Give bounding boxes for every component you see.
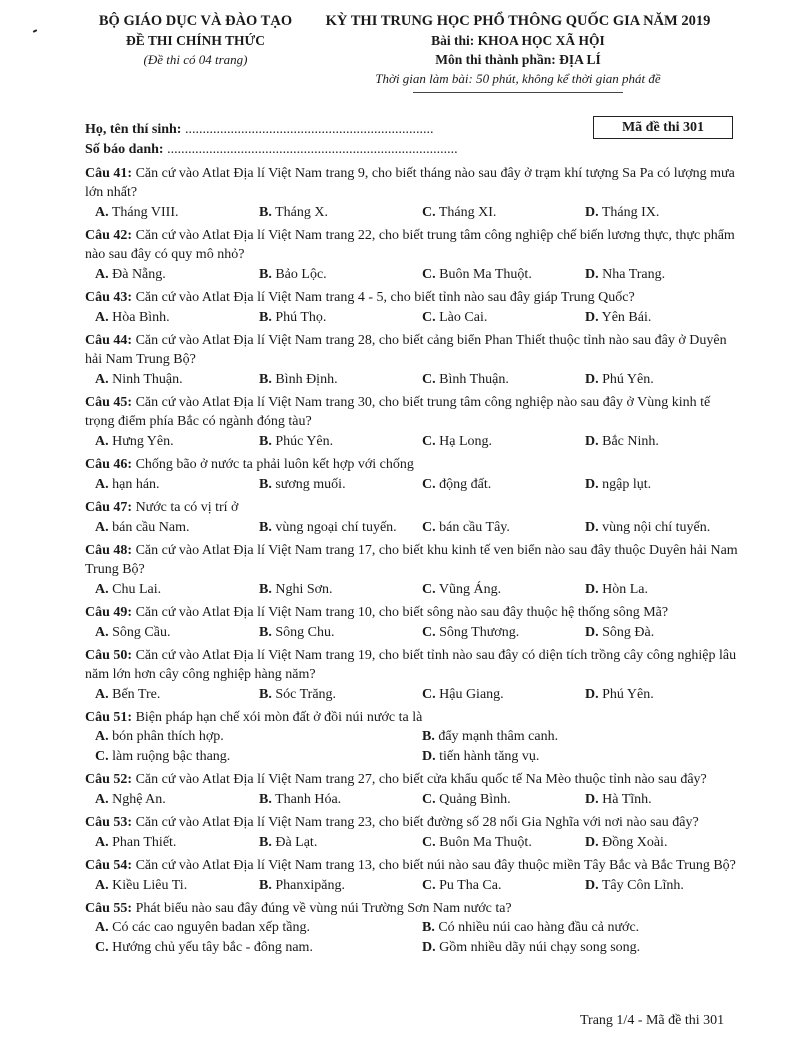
question-body: Căn cứ vào Atlat Địa lí Việt Nam trang 23, cho biết đường số 28 nối Gia Nghĩa với nơi nào sau đây? bbox=[132, 815, 699, 830]
answer-option bbox=[259, 474, 346, 495]
question-body: Căn cứ vào Atlat Địa lí Việt Nam trang 9, cho biết tháng nào sau đây ở trạm khí tượng Sa Pa có lượng mưa lớn nhất? bbox=[85, 166, 735, 200]
option-letter: C. bbox=[422, 520, 436, 535]
answer-option bbox=[95, 789, 166, 810]
question-block bbox=[85, 646, 740, 705]
options-row bbox=[85, 307, 740, 328]
option-letter: B. bbox=[259, 582, 272, 597]
answer-option bbox=[95, 431, 174, 452]
question-body: Chống bão ở nước ta phải luôn kết hợp với chống bbox=[132, 457, 414, 472]
option-text: Thanh Hóa. bbox=[271, 792, 342, 807]
option-letter: D. bbox=[585, 687, 599, 702]
option-letter: B. bbox=[259, 372, 272, 387]
question-body: Căn cứ vào Atlat Địa lí Việt Nam trang 27, cho biết cửa khẩu quốc tế Na Mèo thuộc tỉnh nào sau đây? bbox=[132, 772, 707, 787]
option-text: Pu Tha Ca. bbox=[435, 878, 502, 893]
question-body: Căn cứ vào Atlat Địa lí Việt Nam trang 13, cho biết núi nào sau đây thuộc miền Tây Bắc và Bắc Trung Bộ? bbox=[132, 858, 736, 873]
option-letter: C. bbox=[422, 687, 436, 702]
option-text: Hướng chủ yếu tây bắc - đông nam. bbox=[108, 940, 313, 955]
option-text: Nghi Sơn. bbox=[271, 582, 333, 597]
option-letter: D. bbox=[585, 434, 599, 449]
answer-option bbox=[95, 622, 170, 643]
option-letter: B. bbox=[259, 835, 272, 850]
question-block bbox=[85, 455, 740, 495]
option-letter: A. bbox=[95, 205, 109, 220]
option-text: Hòn La. bbox=[598, 582, 649, 597]
exam-title: KỲ THI TRUNG HỌC PHỔ THÔNG QUỐC GIA NĂM 2019 bbox=[325, 13, 711, 29]
answer-option bbox=[259, 517, 397, 538]
option-text: Kiều Liêu Ti. bbox=[108, 878, 188, 893]
option-letter: D. bbox=[585, 792, 599, 807]
scan-mark bbox=[33, 29, 37, 33]
option-letter: D. bbox=[585, 878, 599, 893]
option-letter: D. bbox=[585, 310, 599, 325]
question-number: Câu 50: bbox=[85, 648, 133, 663]
option-text: Phanxipăng. bbox=[271, 878, 345, 893]
question-block bbox=[85, 603, 740, 643]
option-letter: D. bbox=[585, 267, 599, 282]
options-row bbox=[85, 622, 740, 643]
question-number: Câu 55: bbox=[85, 901, 133, 916]
option-letter: D. bbox=[585, 520, 599, 535]
answer-option bbox=[422, 747, 539, 767]
option-text: Quảng Bình. bbox=[435, 792, 511, 807]
question-list bbox=[85, 164, 740, 961]
question-body: Căn cứ vào Atlat Địa lí Việt Nam trang 17, cho biết khu kinh tế ven biển nào sau đây thuộc Duyên hải Nam Trung Bộ? bbox=[85, 543, 738, 577]
answer-option bbox=[259, 369, 338, 390]
question-body: Căn cứ vào Atlat Địa lí Việt Nam trang 30, cho biết trung tâm công nghiệp nào sau đây ở Vùng kinh tế trọng điểm phía Bắc có ngành đóng tàu? bbox=[85, 395, 711, 429]
question-block bbox=[85, 331, 740, 390]
option-letter: D. bbox=[585, 835, 599, 850]
option-letter: C. bbox=[422, 205, 436, 220]
answer-option bbox=[422, 517, 510, 538]
option-text: Đà Nẵng. bbox=[108, 267, 166, 282]
options-row bbox=[85, 938, 740, 958]
option-text: Phú Yên. bbox=[598, 687, 654, 702]
option-text: Buôn Ma Thuột. bbox=[435, 267, 532, 282]
student-name-dots: ....................................................................... bbox=[181, 122, 434, 137]
official-exam-label: ĐỀ THI CHÍNH THỨC bbox=[126, 33, 265, 48]
answer-option bbox=[422, 579, 501, 600]
option-text: Hậu Giang. bbox=[435, 687, 504, 702]
option-text: Nha Trang. bbox=[598, 267, 666, 282]
option-text: Đà Lạt. bbox=[271, 835, 318, 850]
question-body: Căn cứ vào Atlat Địa lí Việt Nam trang 28, cho biết cảng biển Phan Thiết thuộc tỉnh nào sau đây ở Duyên hải Nam Trung Bộ? bbox=[85, 333, 727, 367]
question-number: Câu 45: bbox=[85, 395, 133, 410]
answer-option bbox=[259, 832, 317, 853]
option-letter: B. bbox=[259, 477, 272, 492]
question-number: Câu 46: bbox=[85, 457, 133, 472]
option-text: Bến Tre. bbox=[108, 687, 161, 702]
answer-option bbox=[585, 622, 654, 643]
options-row bbox=[85, 832, 740, 853]
option-letter: B. bbox=[259, 792, 272, 807]
option-text: Yên Bái. bbox=[598, 310, 652, 325]
option-text: Sông Cầu. bbox=[108, 625, 171, 640]
option-letter: A. bbox=[95, 477, 109, 492]
options-row bbox=[85, 579, 740, 600]
exam-code-box: Mã đề thi 301 bbox=[593, 116, 733, 139]
options-row bbox=[85, 431, 740, 452]
option-letter: D. bbox=[585, 477, 599, 492]
header-left bbox=[88, 12, 303, 69]
answer-option bbox=[422, 307, 487, 328]
option-letter: B. bbox=[259, 687, 272, 702]
question-body: Căn cứ vào Atlat Địa lí Việt Nam trang 4 - 5, cho biết tỉnh nào sau đây giáp Trung Quốc? bbox=[132, 290, 635, 305]
answer-option bbox=[259, 202, 328, 223]
option-text: ngập lụt. bbox=[598, 477, 652, 492]
answer-option bbox=[585, 684, 654, 705]
student-info bbox=[85, 120, 505, 160]
option-letter: B. bbox=[259, 310, 272, 325]
option-text: Hà Tĩnh. bbox=[598, 792, 652, 807]
option-text: Tháng XI. bbox=[435, 205, 497, 220]
question-block bbox=[85, 708, 740, 767]
question-text bbox=[85, 708, 740, 727]
answer-option bbox=[95, 875, 187, 896]
option-text: Có các cao nguyên badan xếp tầng. bbox=[108, 920, 310, 935]
answer-option bbox=[259, 684, 336, 705]
answer-option bbox=[95, 202, 178, 223]
question-body: Căn cứ vào Atlat Địa lí Việt Nam trang 22, cho biết trung tâm công nghiệp chế biến lương thực, thực phẩm nào sau đây có quy mô nhỏ? bbox=[85, 228, 735, 262]
question-text bbox=[85, 331, 740, 369]
answer-option bbox=[259, 431, 333, 452]
answer-option bbox=[422, 727, 558, 747]
option-letter: A. bbox=[95, 434, 109, 449]
option-letter: C. bbox=[422, 372, 436, 387]
option-letter: D. bbox=[585, 372, 599, 387]
option-letter: C. bbox=[422, 434, 436, 449]
options-row bbox=[85, 789, 740, 810]
answer-option bbox=[422, 684, 504, 705]
option-text: vùng nội chí tuyến. bbox=[598, 520, 711, 535]
answer-option bbox=[95, 579, 161, 600]
question-block bbox=[85, 498, 740, 538]
option-letter: A. bbox=[95, 625, 109, 640]
option-text: Chu Lai. bbox=[108, 582, 162, 597]
answer-option bbox=[422, 918, 639, 938]
question-text bbox=[85, 813, 740, 832]
question-block bbox=[85, 164, 740, 223]
question-block bbox=[85, 393, 740, 452]
option-text: bán cầu Nam. bbox=[108, 520, 190, 535]
answer-option bbox=[95, 727, 224, 747]
option-letter: A. bbox=[95, 520, 109, 535]
question-block bbox=[85, 226, 740, 285]
answer-option bbox=[585, 875, 684, 896]
question-number: Câu 53: bbox=[85, 815, 133, 830]
answer-option bbox=[95, 918, 310, 938]
option-letter: D. bbox=[585, 582, 599, 597]
question-block bbox=[85, 899, 740, 958]
answer-option bbox=[422, 622, 519, 643]
answer-option bbox=[585, 579, 648, 600]
option-text: sương muối. bbox=[271, 477, 346, 492]
option-text: Sóc Trăng. bbox=[271, 687, 337, 702]
question-body: Căn cứ vào Atlat Địa lí Việt Nam trang 10, cho biết sông nào sau đây thuộc hệ thống sông Mã? bbox=[132, 605, 669, 620]
option-letter: B. bbox=[259, 434, 272, 449]
option-letter: A. bbox=[95, 267, 109, 282]
option-text: đẩy mạnh thâm canh. bbox=[434, 729, 559, 744]
option-text: Bình Định. bbox=[271, 372, 338, 387]
option-letter: D. bbox=[422, 749, 436, 764]
option-text: vùng ngoại chí tuyến. bbox=[271, 520, 397, 535]
option-letter: B. bbox=[422, 729, 435, 744]
options-row bbox=[85, 727, 740, 747]
option-text: Gồm nhiều dãy núi chạy song song. bbox=[435, 940, 641, 955]
option-text: bán cầu Tây. bbox=[435, 520, 510, 535]
option-text: Ninh Thuận. bbox=[108, 372, 183, 387]
option-letter: D. bbox=[422, 940, 436, 955]
options-row bbox=[85, 474, 740, 495]
option-letter: C. bbox=[422, 792, 436, 807]
option-text: Phú Yên. bbox=[598, 372, 654, 387]
answer-option bbox=[95, 684, 160, 705]
question-number: Câu 54: bbox=[85, 858, 133, 873]
options-row bbox=[85, 684, 740, 705]
answer-option bbox=[95, 747, 230, 767]
question-body: Nước ta có vị trí ở bbox=[132, 500, 239, 515]
question-text bbox=[85, 288, 740, 307]
option-text: tiến hành tăng vụ. bbox=[435, 749, 540, 764]
question-body: Phát biểu nào sau đây đúng về vùng núi Trường Sơn Nam nước ta? bbox=[132, 901, 512, 916]
answer-option bbox=[422, 202, 496, 223]
question-body: Căn cứ vào Atlat Địa lí Việt Nam trang 19, cho biết tỉnh nào sau đây có diện tích trồng cây công nghiệp lâu năm lớn hơn cây công nghiệp hàng năm? bbox=[85, 648, 737, 682]
option-text: Buôn Ma Thuột. bbox=[435, 835, 532, 850]
option-letter: C. bbox=[422, 625, 436, 640]
answer-option bbox=[585, 832, 667, 853]
answer-option bbox=[585, 264, 665, 285]
student-name-label: Họ, tên thí sinh: bbox=[85, 122, 182, 137]
options-row bbox=[85, 875, 740, 896]
option-letter: B. bbox=[259, 520, 272, 535]
option-text: Hòa Bình. bbox=[108, 310, 170, 325]
answer-option bbox=[422, 938, 640, 958]
answer-option bbox=[585, 789, 652, 810]
answer-option bbox=[585, 431, 659, 452]
answer-option bbox=[95, 369, 183, 390]
time-note: Thời gian làm bài: 50 phút, không kể thời gian phát đề bbox=[375, 71, 661, 86]
answer-option bbox=[422, 369, 509, 390]
answer-option bbox=[259, 307, 326, 328]
option-text: Tháng IX. bbox=[598, 205, 660, 220]
student-id-row bbox=[85, 140, 505, 160]
answer-option bbox=[259, 579, 333, 600]
answer-option bbox=[422, 264, 532, 285]
answer-option bbox=[422, 875, 501, 896]
option-text: Bình Thuận. bbox=[435, 372, 509, 387]
options-row bbox=[85, 202, 740, 223]
header-right bbox=[318, 12, 718, 93]
option-letter: C. bbox=[422, 835, 436, 850]
question-number: Câu 51: bbox=[85, 710, 133, 725]
option-letter: D. bbox=[585, 625, 599, 640]
option-text: Tây Côn Lĩnh. bbox=[598, 878, 684, 893]
option-letter: B. bbox=[259, 878, 272, 893]
option-text: động đất. bbox=[435, 477, 492, 492]
question-number: Câu 43: bbox=[85, 290, 133, 305]
option-text: Tháng VIII. bbox=[108, 205, 179, 220]
option-letter: C. bbox=[422, 310, 436, 325]
question-text bbox=[85, 899, 740, 918]
option-text: Tháng X. bbox=[271, 205, 328, 220]
answer-option bbox=[585, 474, 651, 495]
answer-option bbox=[259, 264, 327, 285]
answer-option bbox=[422, 474, 491, 495]
page-footer: Trang 1/4 - Mã đề thi 301 bbox=[580, 1013, 725, 1028]
question-text bbox=[85, 541, 740, 579]
answer-option bbox=[585, 307, 651, 328]
option-text: Bảo Lộc. bbox=[271, 267, 327, 282]
question-number: Câu 41: bbox=[85, 166, 133, 181]
option-text: Hưng Yên. bbox=[108, 434, 174, 449]
option-letter: B. bbox=[422, 920, 435, 935]
option-text: hạn hán. bbox=[108, 477, 160, 492]
question-text bbox=[85, 226, 740, 264]
option-text: Sông Chu. bbox=[271, 625, 335, 640]
option-letter: D. bbox=[585, 205, 599, 220]
question-block bbox=[85, 288, 740, 328]
question-text bbox=[85, 646, 740, 684]
option-letter: C. bbox=[95, 749, 109, 764]
option-letter: C. bbox=[422, 582, 436, 597]
option-text: Đồng Xoài. bbox=[598, 835, 668, 850]
option-letter: C. bbox=[422, 477, 436, 492]
option-letter: C. bbox=[95, 940, 109, 955]
option-letter: A. bbox=[95, 729, 109, 744]
answer-option bbox=[95, 264, 166, 285]
option-letter: A. bbox=[95, 582, 109, 597]
option-letter: A. bbox=[95, 878, 109, 893]
question-number: Câu 48: bbox=[85, 543, 133, 558]
question-text bbox=[85, 856, 740, 875]
option-text: Vũng Áng. bbox=[435, 582, 502, 597]
question-text bbox=[85, 603, 740, 622]
answer-option bbox=[585, 517, 710, 538]
answer-option bbox=[259, 622, 334, 643]
answer-option bbox=[585, 369, 654, 390]
pages-note: (Đề thi có 04 trang) bbox=[143, 52, 248, 67]
question-number: Câu 52: bbox=[85, 772, 133, 787]
student-name-row bbox=[85, 120, 505, 140]
options-row bbox=[85, 264, 740, 285]
option-text: Sông Thương. bbox=[435, 625, 520, 640]
options-row bbox=[85, 747, 740, 767]
option-letter: C. bbox=[422, 878, 436, 893]
option-text: Hạ Long. bbox=[435, 434, 493, 449]
answer-option bbox=[259, 789, 341, 810]
option-text: Lào Cai. bbox=[435, 310, 488, 325]
option-letter: A. bbox=[95, 792, 109, 807]
question-number: Câu 44: bbox=[85, 333, 133, 348]
answer-option bbox=[95, 517, 189, 538]
answer-option bbox=[95, 307, 170, 328]
question-number: Câu 49: bbox=[85, 605, 133, 620]
question-text bbox=[85, 393, 740, 431]
options-row bbox=[85, 918, 740, 938]
option-letter: C. bbox=[422, 267, 436, 282]
answer-option bbox=[422, 431, 492, 452]
option-letter: B. bbox=[259, 205, 272, 220]
option-letter: A. bbox=[95, 372, 109, 387]
option-text: làm ruộng bậc thang. bbox=[108, 749, 231, 764]
question-text bbox=[85, 498, 740, 517]
header-divider bbox=[413, 92, 623, 93]
option-letter: A. bbox=[95, 310, 109, 325]
student-id-label: Số báo danh: bbox=[85, 142, 164, 157]
question-text bbox=[85, 455, 740, 474]
answer-option bbox=[95, 832, 176, 853]
option-text: Phúc Yên. bbox=[271, 434, 334, 449]
question-body: Biện pháp hạn chế xói mòn đất ở đồi núi nước ta là bbox=[132, 710, 423, 725]
option-letter: B. bbox=[259, 625, 272, 640]
ministry-name: BỘ GIÁO DỤC VÀ ĐÀO TẠO bbox=[98, 13, 293, 29]
options-row bbox=[85, 517, 740, 538]
option-letter: A. bbox=[95, 687, 109, 702]
option-letter: B. bbox=[259, 267, 272, 282]
question-text bbox=[85, 770, 740, 789]
question-number: Câu 47: bbox=[85, 500, 133, 515]
option-text: Phú Thọ. bbox=[271, 310, 327, 325]
question-block bbox=[85, 856, 740, 896]
option-text: Có nhiều núi cao hàng đầu cả nước. bbox=[434, 920, 640, 935]
answer-option bbox=[95, 938, 313, 958]
option-text: Nghệ An. bbox=[108, 792, 166, 807]
answer-option bbox=[422, 832, 532, 853]
answer-option bbox=[259, 875, 345, 896]
question-text bbox=[85, 164, 740, 202]
option-text: Bắc Ninh. bbox=[598, 434, 659, 449]
options-row bbox=[85, 369, 740, 390]
subject-name: Môn thi thành phần: ĐỊA LÍ bbox=[435, 52, 601, 67]
answer-option bbox=[585, 202, 659, 223]
answer-option bbox=[422, 789, 511, 810]
test-name: Bài thi: KHOA HỌC XÃ HỘI bbox=[431, 33, 605, 48]
option-letter: A. bbox=[95, 835, 109, 850]
question-block bbox=[85, 541, 740, 600]
option-text: bón phân thích hợp. bbox=[108, 729, 224, 744]
option-letter: A. bbox=[95, 920, 109, 935]
question-number: Câu 42: bbox=[85, 228, 133, 243]
student-id-dots: ................................................................................... bbox=[163, 142, 458, 157]
answer-option bbox=[95, 474, 160, 495]
option-text: Phan Thiết. bbox=[108, 835, 177, 850]
question-block bbox=[85, 813, 740, 853]
option-text: Sông Đà. bbox=[598, 625, 655, 640]
question-block bbox=[85, 770, 740, 810]
